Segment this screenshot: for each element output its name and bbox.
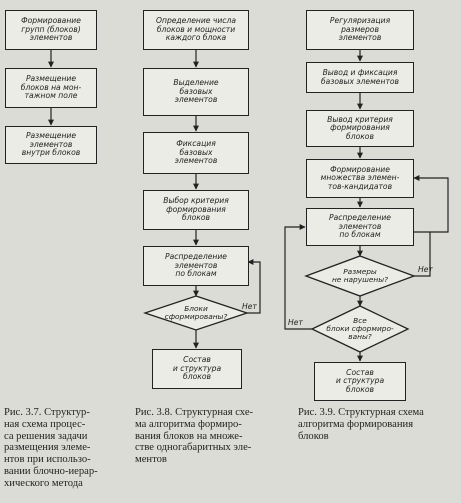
fig38-box-choose-criterion: Выбор критерия формирования блоков [143,190,249,230]
fig39-box-final: Состав и структура блоков [314,362,406,401]
fig38-caption: Рис. 3.8. Структурная схе- ма алгоритма формиро- вания блоков на множе- стве одногабаритных эле- ментов [135,407,254,466]
fig38-box-fix-base: Фиксация базовых элементов [143,132,249,174]
fig39-box-distribute: Распределение элементов по блокам [306,208,414,246]
fig37-box-place-blocks: Размещение блоков на мон- тажном поле [5,68,97,108]
fig39-decision2-text: Все блоки сформиро- ваны? [326,315,394,342]
fig39-no-label-1: Нет [418,265,433,274]
fig39-box-candidates: Формирование множества элемен- тов-кандидатов [306,159,414,198]
fig37-box-form-groups: Формирование групп (блоков) элементов [5,10,97,50]
fig39-loop-top [414,178,448,232]
fig39-caption: Рис. 3.9. Структурная схема алгоритма формирования блоков [298,407,424,442]
fig39-box-output-criterion: Вывод критерия формирования блоков [306,110,414,147]
fig38-box-define-count: Определение числа блоков и мощности каждого блока [143,10,249,50]
fig37-box-place-elements: Размещение элементов внутри блоков [5,126,97,164]
fig38-box-final: Состав и структура блоков [152,349,242,389]
fig38-no-label: Нет [242,302,257,311]
fig39-box-regularize: Регуляризация размеров элементов [306,10,414,50]
fig38-decision-text: Блоки сформированы? [164,303,228,321]
fig39-decision1-text: Размеры не нарушены? [331,266,389,284]
fig38-box-distribute: Распределение элементов по блокам [143,246,249,286]
fig38-box-select-base: Выделение базовых элементов [143,68,249,116]
fig39-no-label-2: Нет [288,318,303,327]
fig37-caption: Рис. 3.7. Структур- ная схема процес- са решения задачи размещения элеме- нтов при использо- вании блочно-иерар- хического метода [4,407,98,489]
fig39-box-output-fix-base: Вывод и фиксация базовых элементов [306,62,414,93]
